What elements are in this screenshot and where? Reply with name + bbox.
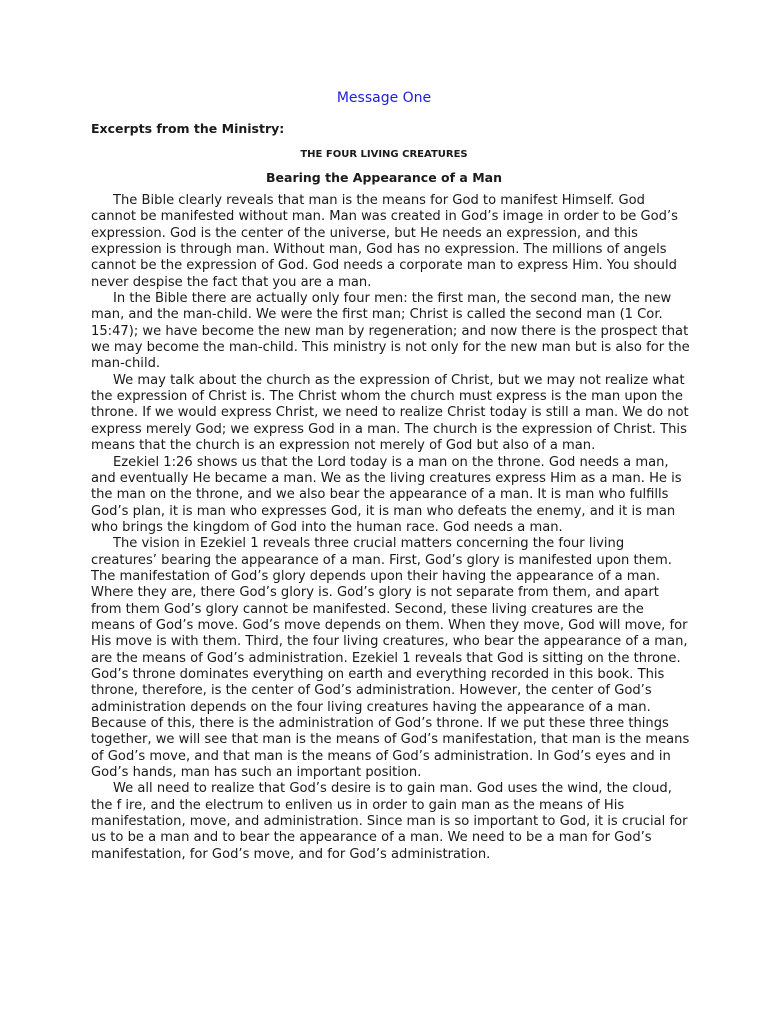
page-title: Message One <box>336 90 432 106</box>
paragraph: The vision in Ezekiel 1 reveals three crucial matters concerning the four living creatures’ bearing the appearance of a man. First, God’s glory is manifested upon them. The manifestation of God’s glory depends upon their having the appearance of a man. Where they are, there God’s glory is. God’s glory is not separate from them, and apart from them God’s glory cannot be manifested. Second, these living creatures are the means of God’s move. God’s move depends on them. When they move, God will move, for His move is with them. Third, the four living creatures, who bear the appearance of a man, are the means of God’s administration. Ezekiel 1 reveals that God is sitting on the throne. God’s throne dominates everything on earth and everything recorded in this book. This throne, therefore, is the center of God’s administration. However, the center of God’s administration depends on the four living creatures having the appearance of a man. Because of this, there is the administration of God’s throne. If we put these three things together, we will see that man is the means of God’s manifestation, that man is the means of God’s move, and that man is the means of God’s administration. In God’s eyes and in God’s hands, man has such an important position. <box>91 536 690 781</box>
paragraph: Ezekiel 1:26 shows us that the Lord today is a man on the throne. God needs a man, and eventually He became a man. We as the living creatures express Him as a man. He is the man on the throne, and we also bear the appearance of a man. It is man who fulfills God’s plan, it is man who expresses God, it is man who defeats the enemy, and it is man who brings the kingdom of God into the human race. God needs a man. <box>91 454 682 535</box>
subheading: Bearing the Appearance of a Man <box>266 170 502 185</box>
body-text <box>91 193 691 863</box>
excerpts-label: Excerpts from the Ministry: <box>91 121 285 136</box>
paragraph: We may talk about the church as the expression of Christ, but we may not realize what the expression of Christ is. The Christ whom the church must express is the man upon the throne. If we would express Christ, we need to realize Christ today is still a man. We do not express merely God; we express God in a man. The church is the expression of Christ. This means that the church is an expression not merely of God but also of a man. <box>91 372 689 454</box>
paragraph: The Bible clearly reveals that man is the means for God to manifest Himself. God cannot be manifested without man. Man was created in God’s image in order to be God’s expression. God is the center of the universe, but He needs an expression, and this expression is through man. Without man, God has no expression. The millions of angels cannot be the expression of God. God needs a corporate man to express Him. You should never despise the fact that you are a man. <box>91 193 678 290</box>
paragraph: We all need to realize that God’s desire is to gain man. God uses the wind, the cloud, the f ire, and the electrum to enliven us in order to gain man as the means of His manifestation, move, and administration. Since man is so important to God, it is crucial for us to be a man and to bear the appearance of a man. We need to be a man for God’s manifestation, for God’s move, and for God’s administration. <box>91 781 688 862</box>
section-heading: THE FOUR LIVING CREATURES <box>300 149 468 160</box>
paragraph: In the Bible there are actually only four men: the first man, the second man, the new man, and the man-child. We were the first man; Christ is called the second man (1 Cor. 15:47); we have become the new man by regeneration; and now there is the prospect that we may become the man-child. This ministry is not only for the new man but is also for the man-child. <box>91 291 690 372</box>
